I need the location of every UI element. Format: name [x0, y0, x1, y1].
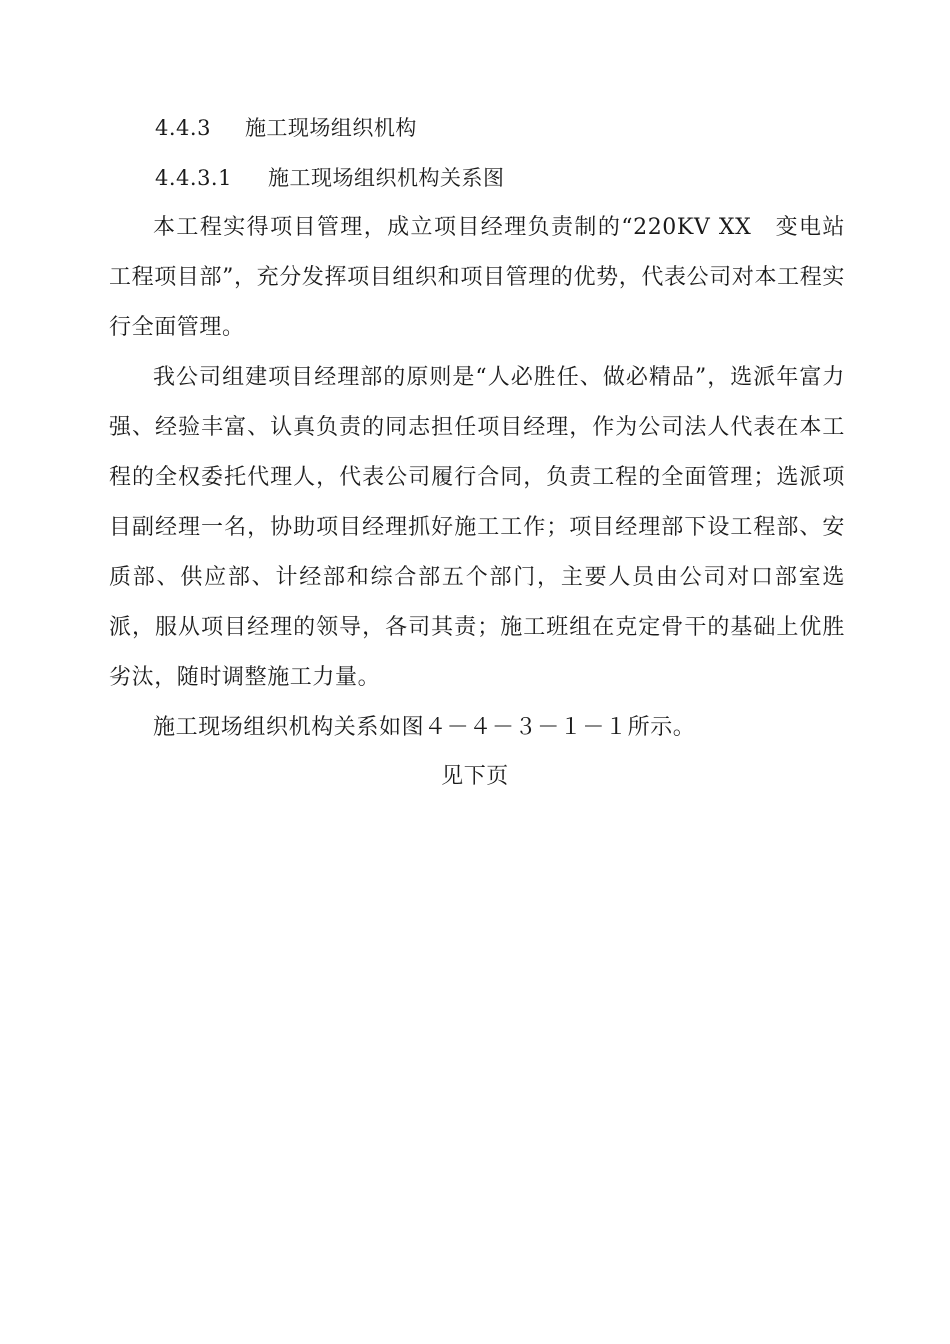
subsection-number: 4.4.3.1: [155, 166, 232, 190]
section-title: 施工现场组织机构: [244, 116, 417, 140]
paragraph-figure-reference: 施工现场组织机构关系如图４－４－３－１－１所示。: [153, 715, 696, 740]
subsection-heading: [155, 164, 504, 192]
section-heading: [155, 114, 417, 142]
see-next-page-note: 见下页: [441, 764, 509, 789]
section-number: 4.4.3: [155, 116, 211, 140]
subsection-title: 施工现场组织机构关系图: [267, 166, 505, 190]
paragraph-project-department: 本工程实得项目管理，成立项目经理负责制的“220KV XX 变电站工程项目部”，充分发挥项目组织和项目管理的优势，代表公司对本工程实行全面管理。: [109, 215, 845, 340]
paragraph-organization-principle: 我公司组建项目经理部的原则是“人必胜任、做必精品”，选派年富力强、经验丰富、认真负责的同志担任项目经理，作为公司法人代表在本工程的全权委托代理人，代表公司履行合同，负责工程的全面管理；选派项目副经理一名，协助项目经理抓好施工工作；项目经理部下设工程部、安质部、供应部、计经部和综合部五个部门，主要人员由公司对口部室选派，服从项目经理的领导，各司其责；施工班组在克定骨干的基础上优胜劣汰，随时调整施工力量。: [109, 365, 845, 690]
